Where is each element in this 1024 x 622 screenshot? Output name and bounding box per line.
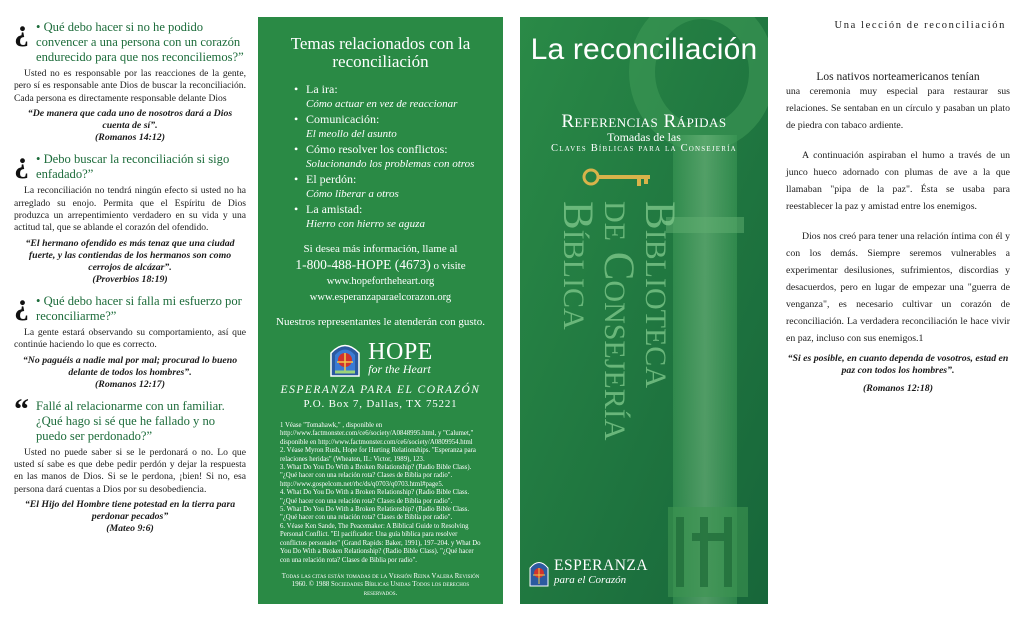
cover-panel [520,17,768,604]
faq-question: ¿ • Debo buscar la reconciliación si sigo enfadado?” [14,146,230,182]
topic-item: • Cómo resolver los conflictos: Solucionando los problemas con otros [296,143,485,171]
logo-sub: for the Heart [368,362,431,376]
faq-answer: La reconciliación no tendrá ningún efecto si usted no ha arreglado su enojo. Permita que el Espíritu de Dios produzca un arrepentimiento verdadero en su vida y una actitud tal, que se ablande el corazón del ofendido. [14,185,246,234]
faq-answer: Usted no es responsable por las reacciones de la gente, pero sí es responsable ante Dios de buscar la reconciliación. Cada persona es directamente responsable delante Dios [14,68,246,104]
copyright-hope: © 2006 HOPE FOR THE HEART [332,608,429,617]
faq-verse: “El Hijo del Hombre tiene potestad en la tierra para perdonar pecados” [24,499,236,523]
question-mark-icon: “ [14,392,29,426]
footnote: 1 Véase "Tomahawk," , disponible en http://www.factmonster.com/ce6/society/A0848995.html, y "Calumet," disponible en http://www.factmonster.com/ce6/society/A0809954.html [280,422,474,446]
footnote: 6. Véase Ken Sande, The Peacemaker: A Biblical Guide to Resolving Personal Conflict. "El pacificador: Una guía bíblica para resolver conflictos personales" (Grand Rapids: Baker, 1991), 197–204. y What Do You Do With a Broken Relationship? (Radio Bible Class). "¿Qué hacer con una relación rota? Clases de Biblia por radio". [280,522,481,564]
lesson-panel [786,20,1010,612]
related-topics-title: Temas relacionados con la reconciliación [290,34,471,71]
faq-verse-ref: (Mateo 9:6) [106,523,154,535]
stained-glass-icon [528,557,550,587]
topic-item: • La ira: Cómo actuar en vez de reaccionar [296,83,485,111]
website-link[interactable]: www.hopefortheheart.org [326,276,435,287]
faq-question: “ Fallé al relacionarme con un familiar. ¿Qué hago si sé que he fallado y no puedo ser perdonado?” [14,392,225,443]
faq-answer: Usted no puede saber si se le perdonará o no. Lo que usted sí sabe es que debe pedir perdón y dejar la respuesta en las manos de Dios. Si se le perdona, ¡bien! Si no, esa persona dará cuentas a Dios por su desobediencia. [14,446,246,495]
footnote: 4. What Do You Do With a Broken Relationship? (Radio Bible Class. "¿Qué hacer con una relación rota? Clases de Biblia por radio". [280,489,470,505]
faq-verse-ref: (Proverbios 18:19) [92,273,168,285]
hope-logo [276,338,485,378]
website-link-es[interactable]: www.esperanzaparaelcorazon.org [309,292,452,303]
topic-item: • La amistad: Hierro con hierro se aguza [296,203,485,231]
faq-verse-ref: (Romanos 14:12) [95,132,165,144]
lesson-heading: Una lección de reconciliación [834,20,1006,31]
faq-answer: La gente estará observando su comportamiento, así que continúe haciendo lo que es correcto. [14,326,246,351]
question-mark-icon: ¿ [14,14,29,47]
po-box: P.O. Box 7, Dallas, TX 75221 [303,398,458,410]
bullet-icon: • [36,293,44,308]
faq-item [14,146,246,286]
esperanza-logo [528,557,648,587]
faq-verse: “De manera que cada uno de nosotros dará a Dios cuenta de sí”. [27,108,233,132]
related-topics-panel [258,17,503,617]
library-vertical-title-3: Bíblica [554,201,601,330]
faq-verse: “El hermano ofendido es más tenaz que una ciudad fuerte, y las contiendas de los hermanos son como cerrojos de alcázar”. [25,237,235,273]
faq-verse-ref: (Romanos 12:17) [95,378,165,390]
phone-number[interactable]: 1-800-488-HOPE (4673) [295,257,431,272]
faq-item [14,287,246,391]
footnote: 3. What Do You Do With a Broken Relationship? (Radio Bible Class). "¿Qué hacer con una relación rota? Clases de Biblia por radio". http://www.gospelcom.net/rbc/ds/q0703/q0703.html#page5. [280,464,472,488]
topic-item: • Comunicación: El meollo del asunto [296,113,485,141]
topic-item: • El perdón: Cómo liberar a otros [296,173,485,201]
esperanza-line: ESPERANZA PARA EL CORAZÓN [280,384,481,396]
copyright-notice: Todas las citas están tomadas de la Versión Reina Valera Revisión 1960. © 1988 Sociedades Bíblicas Unidas Todos los derechos reservados. [281,572,480,597]
lesson-paragraph: Dios nos creó para tener una relación íntima con él y con los demás. Siempre seremos vulnerables a experimentar desilusiones, sufrimientos, discordias y desacuerdos, pero en lugar de empezar una "guerra de venganza", es necesario cultivar un corazón de reconciliación. La verdadera reconciliación le hace vivir en paz, incluso con sus enemigos.1 [786,231,1010,344]
question-mark-icon: ¿ [14,146,29,180]
quick-reference-title: Referencias Rápidas [561,111,727,132]
faq-item [14,392,246,536]
lesson-paragraph: una ceremonia muy especial para restaurar sus relaciones. Se sentaban en un círculo y pasaban un plato de piedra con tabaco ardiente. [786,86,1010,131]
footnote: 5. What Do You Do With a Broken Relationship? (Radio Bible Class. "¿Qué hacer con una relación rota? Clases de Biblia por radio". [280,506,470,522]
bullet-icon: • [36,152,44,167]
faq-verse: “No paguéis a nadie mal por mal; procurad lo bueno delante de todos los hombres”. [22,354,238,378]
faq-question: ¿ • Qué debo hacer si falla mi esfuerzo por reconciliarme?” [14,287,242,323]
info-line: Si desea más información, llame al [303,243,458,255]
library-vertical-title-2: de Consejería [595,201,642,441]
logo-word: HOPE [368,339,433,365]
quick-reference-sub2: Claves Bíblicas para la Consejería [551,143,737,154]
faq-item [14,14,246,144]
faq-question: ¿ • Qué debo hacer si no he podido convencer a una persona con un corazón endurecido para que nos reconciliemos?” [14,14,244,64]
library-vertical-title: Biblioteca [636,201,683,388]
stained-glass-icon [328,338,362,378]
bullet-icon: • [36,20,44,34]
lesson-paragraph: A continuación aspiraban el humo a través de un junco hueco adornado con plumas de ave a la que llamaban "pipa de la paz". Ésta se usaba para reestablecer la paz y amistad entre los enemigos. [786,150,1010,212]
question-mark-icon: ¿ [14,287,29,321]
faq-panel [14,14,246,612]
lesson-verse-ref: (Romanos 12:18) [863,383,933,394]
footnote: 2. Véase Myron Rush, Hope for Hurting Relationships. "Esperanza para relaciones heridas" (Wheaton, IL: Victor, 1989), 123. [280,447,476,463]
topics-list [296,83,485,231]
lesson-verse: “Si es posible, en cuanto dependa de vosotros, estad en paz con todos los hombres”. [787,353,1009,376]
cover-title: La reconciliación [530,33,758,66]
footnotes [280,422,485,565]
esperanza-sub: para el Corazón [554,574,627,586]
reps-line: Nuestros representantes le atenderán con gusto. [276,316,485,328]
esperanza-word: ESPERANZA [554,557,649,574]
quick-reference-sub: Tomadas de las [607,130,681,144]
contact-info: Si desea más información, llame al 1-800-488-HOPE (4673) o visite www.hopefortheheart.org www.esperanzaparaelcorazon.org [276,241,485,306]
lesson-lead: Los nativos norteamericanos tenían [816,71,980,83]
